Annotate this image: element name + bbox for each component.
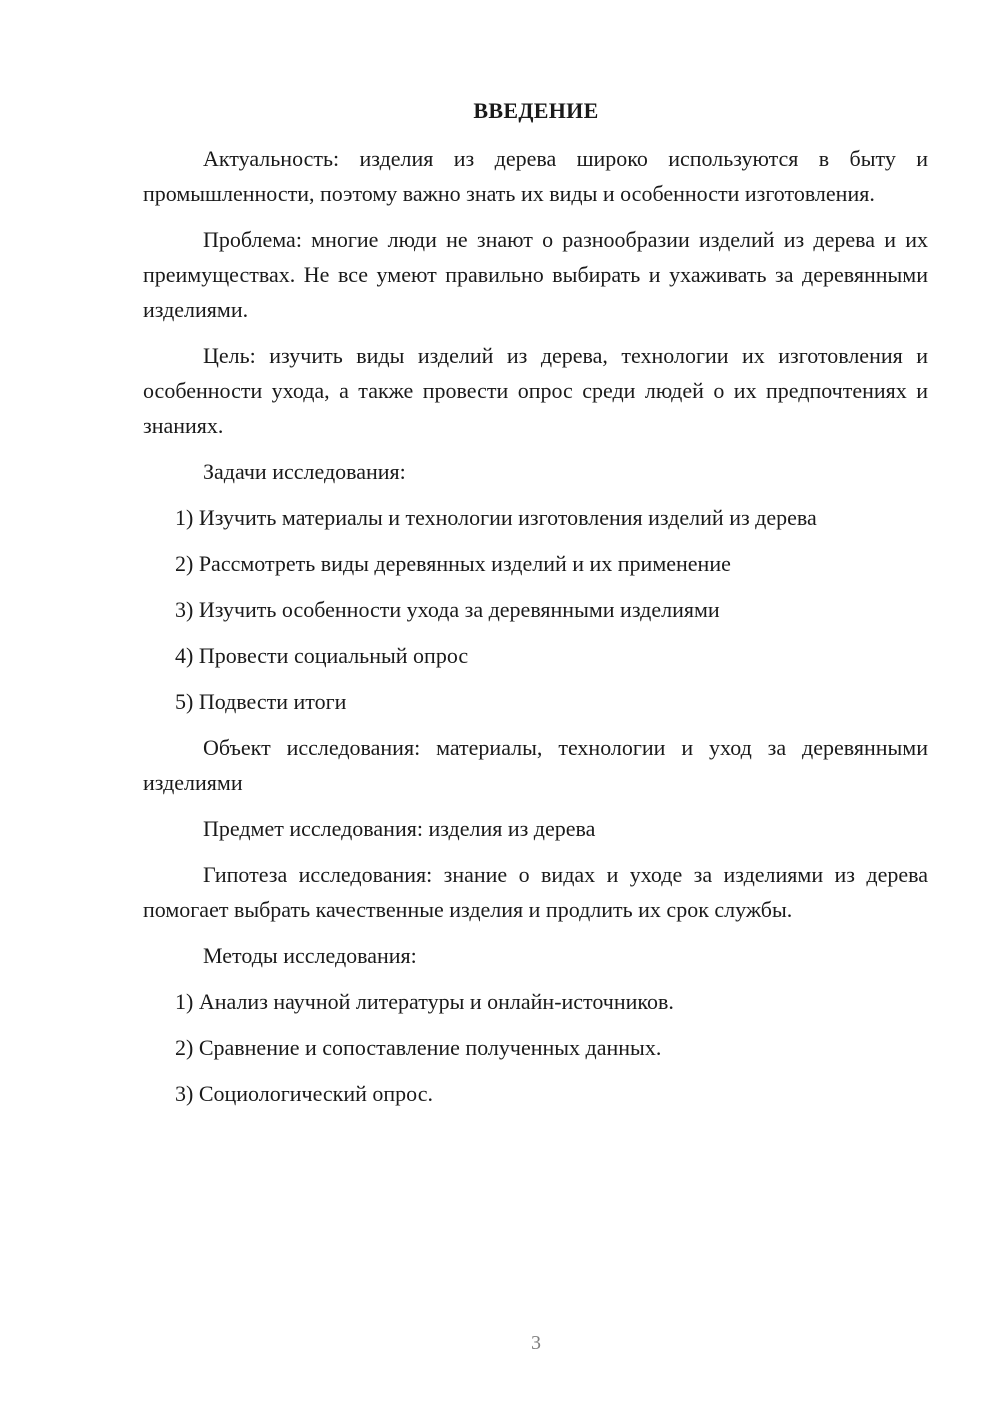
task-item: 5) Подвести итоги: [175, 689, 347, 714]
method-item: 2) Сравнение и сопоставление полученных данных.: [175, 1035, 662, 1060]
document-body: [143, 141, 928, 1122]
methods-list: [143, 984, 928, 1111]
paragraph-goal: Цель: изучить виды изделий из дерева, технологии их изготовления и особенности ухода, а также провести опрос среди людей о их предпочтениях и знаниях.: [143, 343, 928, 438]
tasks-list: [143, 500, 928, 719]
page-number: 3: [531, 1332, 541, 1354]
paragraph-relevance: Актуальность: изделия из дерева широко используются в быту и промышленности, поэтому важно знать их виды и особенности изготовления.: [143, 146, 928, 206]
paragraph-object: Объект исследования: материалы, технологии и уход за деревянными изделиями: [143, 735, 928, 795]
method-item: 1) Анализ научной литературы и онлайн-источников.: [175, 989, 674, 1014]
paragraph-subject: Предмет исследования: изделия из дерева: [203, 816, 596, 841]
paragraph-problem: Проблема: многие люди не знают о разнообразии изделий из дерева и их преимуществах. Не все умеют правильно выбирать и ухаживать за деревянными изделиями.: [143, 227, 928, 322]
tasks-heading: Задачи исследования:: [203, 459, 406, 484]
methods-heading: Методы исследования:: [203, 943, 417, 968]
task-item: 1) Изучить материалы и технологии изготовления изделий из дерева: [175, 505, 817, 530]
paragraph-hypothesis: Гипотеза исследования: знание о видах и уходе за изделиями из дерева помогает выбрать качественные изделия и продлить их срок службы.: [143, 862, 928, 922]
task-item: 4) Провести социальный опрос: [175, 643, 469, 668]
section-heading: ВВЕДЕНИЕ: [473, 98, 599, 123]
task-item: 3) Изучить особенности ухода за деревянными изделиями: [175, 597, 720, 622]
method-item: 3) Социологический опрос.: [175, 1081, 433, 1106]
task-item: 2) Рассмотреть виды деревянных изделий и их применение: [175, 551, 731, 576]
